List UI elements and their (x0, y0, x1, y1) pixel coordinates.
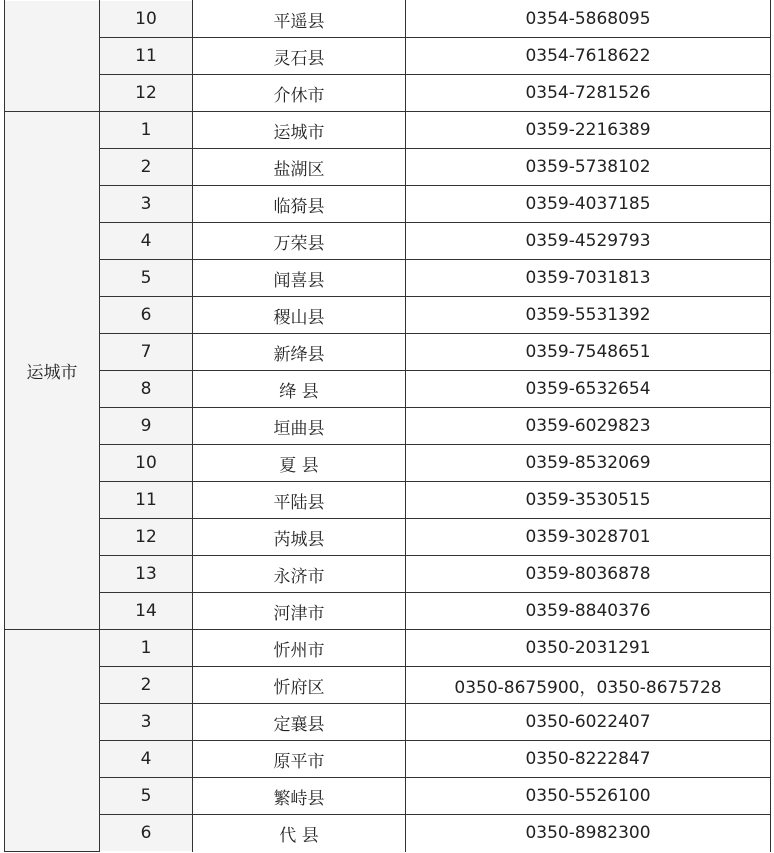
table-row (5, 75, 771, 112)
county-name-cell: 介休市 (193, 75, 406, 112)
county-name-cell: 垣曲县 (193, 408, 406, 445)
phone-cell: 0359-4529793 (406, 223, 771, 260)
index-cell: 9 (100, 408, 193, 445)
table-row (5, 630, 771, 667)
table-row (5, 408, 771, 445)
table-row (5, 260, 771, 297)
index-cell: 6 (100, 815, 193, 852)
table-row (5, 741, 771, 778)
table-row (5, 815, 771, 852)
county-name-cell: 忻府区 (193, 667, 406, 704)
table-row (5, 667, 771, 704)
table-row (5, 149, 771, 186)
index-cell: 1 (100, 112, 193, 149)
index-cell: 4 (100, 223, 193, 260)
index-cell: 10 (100, 1, 193, 38)
table-row (5, 297, 771, 334)
phone-cell: 0359-7548651 (406, 334, 771, 371)
table-row (5, 519, 771, 556)
index-cell: 11 (100, 38, 193, 75)
county-name-cell: 运城市 (193, 112, 406, 149)
phone-cell: 0359-5531392 (406, 297, 771, 334)
phone-cell: 0359-2216389 (406, 112, 771, 149)
table-row (5, 38, 771, 75)
county-name-cell: 绛 县 (193, 371, 406, 408)
county-contact-table (4, 0, 771, 852)
phone-cell: 0359-7031813 (406, 260, 771, 297)
table-row (5, 482, 771, 519)
index-cell: 12 (100, 519, 193, 556)
county-name-cell: 繁峙县 (193, 778, 406, 815)
table-body (5, 1, 771, 852)
city-cell: 运城市 (5, 112, 100, 630)
county-name-cell: 平遥县 (193, 1, 406, 38)
county-name-cell: 万荣县 (193, 223, 406, 260)
table-row (5, 334, 771, 371)
index-cell: 3 (100, 186, 193, 223)
index-cell: 11 (100, 482, 193, 519)
phone-cell: 0359-8036878 (406, 556, 771, 593)
index-cell: 8 (100, 371, 193, 408)
table-row (5, 223, 771, 260)
city-cell (5, 630, 100, 852)
index-cell: 1 (100, 630, 193, 667)
table-row (5, 593, 771, 630)
county-name-cell: 芮城县 (193, 519, 406, 556)
county-name-cell: 代 县 (193, 815, 406, 852)
phone-cell: 0359-4037185 (406, 186, 771, 223)
table-row (5, 704, 771, 741)
phone-cell: 0359-3530515 (406, 482, 771, 519)
index-cell: 2 (100, 149, 193, 186)
table-row (5, 778, 771, 815)
phone-cell: 0354-7618622 (406, 38, 771, 75)
phone-cell: 0359-8840376 (406, 593, 771, 630)
phone-cell: 0350-6022407 (406, 704, 771, 741)
phone-cell: 0359-3028701 (406, 519, 771, 556)
index-cell: 3 (100, 704, 193, 741)
county-name-cell: 新绛县 (193, 334, 406, 371)
county-name-cell: 夏 县 (193, 445, 406, 482)
index-cell: 10 (100, 445, 193, 482)
phone-cell: 0359-8532069 (406, 445, 771, 482)
county-name-cell: 盐湖区 (193, 149, 406, 186)
county-name-cell: 灵石县 (193, 38, 406, 75)
index-cell: 6 (100, 297, 193, 334)
table-row (5, 371, 771, 408)
county-name-cell: 永济市 (193, 556, 406, 593)
table-row (5, 445, 771, 482)
county-name-cell: 定襄县 (193, 704, 406, 741)
county-name-cell: 忻州市 (193, 630, 406, 667)
phone-cell: 0359-5738102 (406, 149, 771, 186)
phone-cell: 0359-6532654 (406, 371, 771, 408)
table-row (5, 186, 771, 223)
phone-cell: 0350-5526100 (406, 778, 771, 815)
phone-cell: 0350-8222847 (406, 741, 771, 778)
index-cell: 13 (100, 556, 193, 593)
index-cell: 12 (100, 75, 193, 112)
index-cell: 5 (100, 260, 193, 297)
table-row (5, 112, 771, 149)
table-row (5, 556, 771, 593)
city-cell (5, 1, 100, 112)
county-name-cell: 河津市 (193, 593, 406, 630)
table-row (5, 1, 771, 38)
county-name-cell: 平陆县 (193, 482, 406, 519)
index-cell: 2 (100, 667, 193, 704)
index-cell: 14 (100, 593, 193, 630)
index-cell: 7 (100, 334, 193, 371)
phone-cell: 0350-8982300 (406, 815, 771, 852)
phone-cell: 0354-7281526 (406, 75, 771, 112)
county-name-cell: 稷山县 (193, 297, 406, 334)
county-name-cell: 临猗县 (193, 186, 406, 223)
phone-cell: 0359-6029823 (406, 408, 771, 445)
phone-cell: 0350-8675900，0350-8675728 (406, 667, 771, 704)
index-cell: 4 (100, 741, 193, 778)
index-cell: 5 (100, 778, 193, 815)
phone-cell: 0350-2031291 (406, 630, 771, 667)
county-name-cell: 原平市 (193, 741, 406, 778)
phone-cell: 0354-5868095 (406, 1, 771, 38)
county-name-cell: 闻喜县 (193, 260, 406, 297)
